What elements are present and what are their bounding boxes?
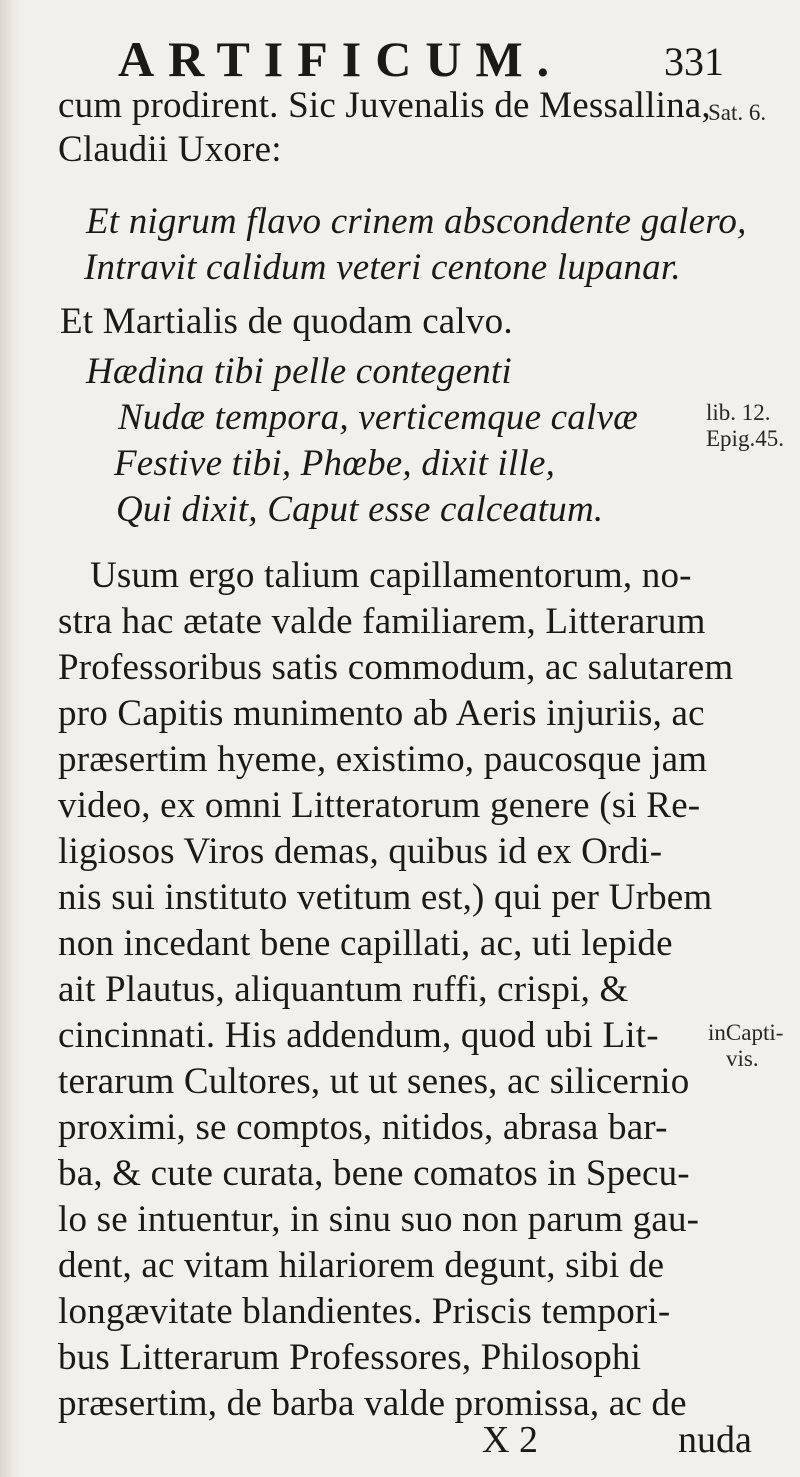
verse-line: Intravit calidum veteri centone lupanar. — [84, 247, 681, 288]
margin-note-vis: vis. — [726, 1046, 759, 1071]
verse-line: Hædina tibi pelle contegenti — [86, 351, 512, 392]
verse-line: Nudæ tempora, verticemque calvæ — [118, 397, 638, 438]
text-line: ba, & cute curata, bene comatos in Specu- — [58, 1153, 690, 1194]
text-line: non incedant bene capillati, ac, uti lepide — [58, 923, 673, 964]
text-line: video, ex omni Litteratorum genere (si Re- — [58, 785, 701, 826]
text-line: nis sui instituto vetitum est,) qui per Urbem — [58, 877, 713, 918]
text-line: Et Martialis de quodam calvo. — [60, 301, 513, 342]
text-line: cincinnati. His addendum, quod ubi Lit- — [58, 1015, 659, 1056]
page-gutter-shadow — [0, 0, 22, 1477]
signature-line — [482, 1418, 752, 1462]
text-line: terarum Cultores, ut ut senes, ac silicernio — [58, 1061, 690, 1102]
text-line: præsertim, de barba valde promissa, ac de — [58, 1383, 687, 1424]
text-line: præsertim hyeme, existimo, paucosque jam — [58, 739, 708, 780]
text-line: Claudii Uxore: — [58, 129, 282, 170]
text-line: ait Plautus, aliquantum ruffi, crispi, & — [58, 969, 629, 1010]
text-line: cum prodirent. Sic Juvenalis de Messallina, — [58, 85, 711, 126]
margin-note-lib: lib. 12. — [706, 400, 771, 425]
margin-note-incapti: inCapti- — [708, 1020, 784, 1045]
page-number: 331 — [664, 39, 724, 84]
text-line: Professoribus satis commodum, ac salutarem — [58, 647, 734, 688]
verse-line: Festive tibi, Phœbe, dixit ille, — [114, 443, 556, 484]
text-line: bus Litterarum Professores, Philosophi — [58, 1337, 642, 1378]
signature-mark: X 2 — [482, 1419, 538, 1461]
text-line: ligiosos Viros demas, quibus id ex Ordi- — [58, 831, 663, 872]
text-line: stra hac ætate valde familiarem, Litterarum — [58, 601, 706, 642]
text-line: longævitate blandientes. Priscis tempori- — [58, 1291, 671, 1332]
margin-note-sat: Sat. 6. — [708, 100, 767, 125]
text-line: pro Capitis munimento ab Aeris injuriis, ac — [58, 693, 705, 734]
catchword: nuda — [677, 1419, 752, 1461]
margin-note-epig: Epig.45. — [706, 426, 784, 451]
text-line: lo se intuentur, in sinu suo non parum gau- — [58, 1199, 700, 1240]
verse-line: Qui dixit, Caput esse calceatum. — [116, 489, 604, 530]
text-line: Usum ergo talium capillamentorum, no- — [90, 555, 692, 596]
verse-line: Et nigrum flavo crinem abscondente galero, — [86, 201, 747, 242]
text-line: proximi, se comptos, nitidos, abrasa bar- — [58, 1107, 668, 1148]
text-line: dent, ac vitam hilariorem degunt, sibi de — [58, 1245, 665, 1286]
running-head: ARTIFICUM. — [118, 31, 564, 87]
